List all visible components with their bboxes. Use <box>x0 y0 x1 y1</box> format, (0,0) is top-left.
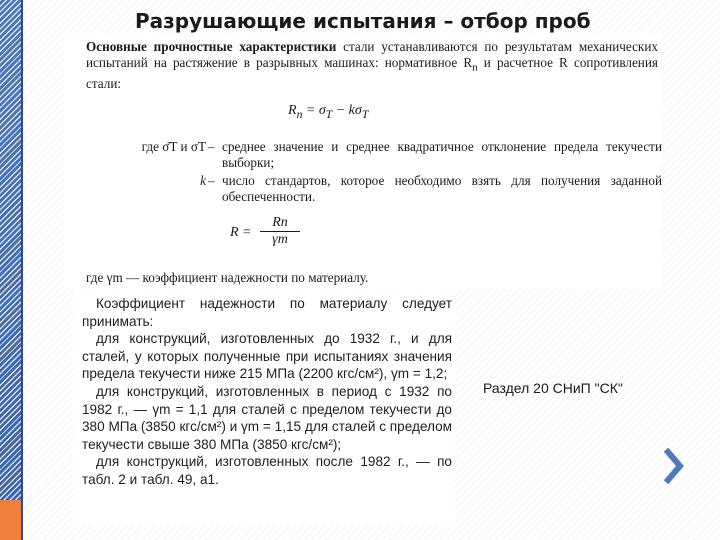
formula-rn: $R_n = \sigma_T - k\sigma_T$ <box>288 103 369 121</box>
intro-sub: n <box>472 61 478 74</box>
where-label-k: k <box>200 173 206 188</box>
scanned-document-coefficient <box>73 290 455 526</box>
coef-paragraph-1: Коэффициент надежности по материалу следует принимать: <box>82 296 452 329</box>
coef-paragraph-2: для конструкций, изготовленных до 1932 г., и для сталей, у которых полученные при испытаниях значения предела текучести ниже 215 МПа (2200 кгс/см²), γm = 1,2; <box>82 331 452 382</box>
formula-r-fraction <box>260 215 300 248</box>
coef-paragraph-4: для конструкций, изготовленных после 1982 г., — по табл. 2 и табл. 49, а1. <box>82 454 452 487</box>
where-label-sigma: где σ̄T и σT <box>141 139 206 154</box>
intro-bold: Основные прочностные характеристики <box>86 39 337 54</box>
intro-tail: и расчетное R сопротивления стали: <box>86 55 658 91</box>
footer-line <box>86 270 658 286</box>
chevron-right-icon[interactable] <box>660 446 690 486</box>
where-text-sigma: среднее значение и среднее квадратичное отклонение предела текучести выборки; <box>222 139 662 170</box>
scanned-document-strength: Основные прочностные характеристики стали устанавливаются по результатам механических испытаний на растяжение в разрывных машинах: нормативное $R_n$ и расчетное R сопротивления стали: $R_n = \sigma_T - k\sigma_T$ где σ̄T и σT – среднее значение и среднее квадратичное отклонение предела текучести выборки; k – число стандартов, которое необходимо взять для получения заданной обеспеченности. R = $\frac{Rn}{\gamma m}$ где γm — коэффициент надежности по материалу. <box>64 33 662 289</box>
footer-text: где γm — коэффициент надежности по материалу. <box>86 270 369 285</box>
slide-title: Разрушающие испытания – отбор проб <box>135 9 591 33</box>
left-accent-strip <box>0 0 21 540</box>
side-note: Раздел 20 СНиП "СК" <box>483 380 623 396</box>
fraction-numerator: Rn <box>272 215 288 230</box>
left-orange-block <box>0 500 21 540</box>
intro-paragraph <box>86 39 658 92</box>
left-accent-line <box>21 0 23 540</box>
where-text-k: число стандартов, которое необходимо взять для получения заданной обеспеченности. <box>222 173 662 204</box>
formula-r-lhs: R = <box>230 225 252 240</box>
coef-paragraph-3: для конструкций, изготовленных в период с 1932 по 1982 г., — γm = 1,1 для сталей с пределом текучести до 380 МПа (3850 кгс/см²) и γm = 1,15 для сталей с пределом текучести свыше 380 МПа (3850 кгс/см²); <box>82 383 452 452</box>
intro-text: стали устанавливаются по результатам механических испытаний на растяжение в разрывных машинах: нормативное R <box>86 39 658 70</box>
fraction-denominator: γm <box>260 231 300 248</box>
